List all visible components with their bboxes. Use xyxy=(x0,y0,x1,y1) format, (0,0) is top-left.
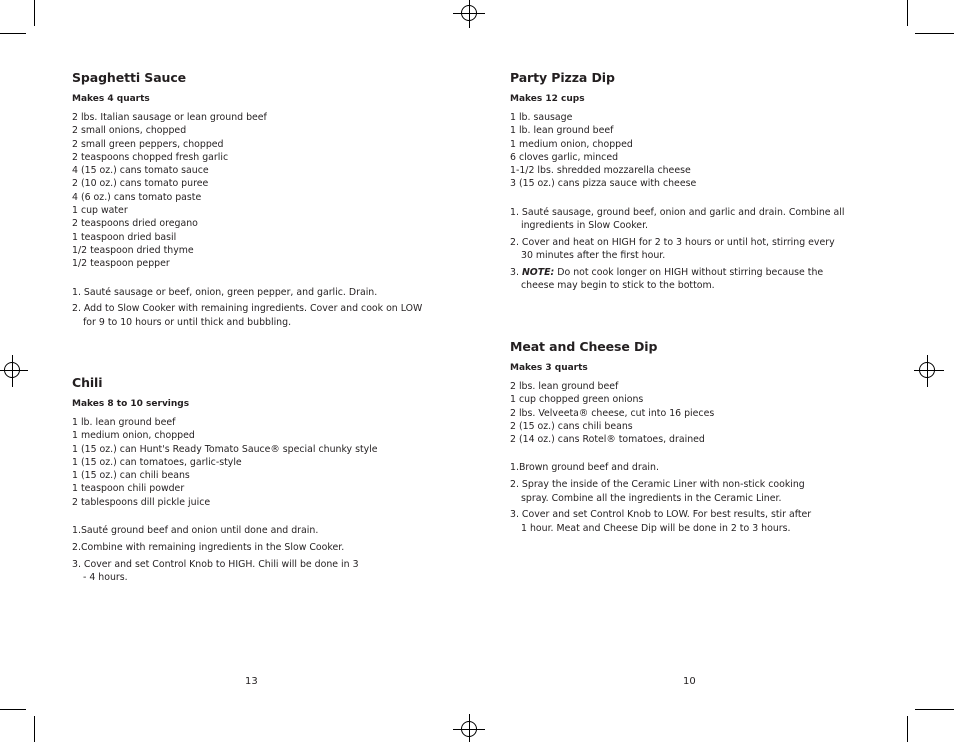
step: 2. Cover and heat on HIGH for 2 to 3 hours or until hot, stirring every 30 minutes after the first hour. xyxy=(510,236,835,262)
recipe-chili xyxy=(72,375,378,588)
recipe-yield: Makes 12 cups xyxy=(510,94,585,104)
ingredient: 2 teaspoons dried oregano xyxy=(72,218,198,230)
ingredient: 1 teaspoon chili powder xyxy=(72,483,185,495)
ingredient: 2 (15 oz.) cans chili beans xyxy=(510,420,633,432)
ingredient: 2 small green peppers, chopped xyxy=(72,138,224,150)
recipe-yield: Makes 8 to 10 servings xyxy=(72,399,190,409)
ingredient: 1 lb. sausage xyxy=(510,112,573,123)
recipe-yield: Makes 4 quarts xyxy=(72,94,150,104)
recipe-meat-and-cheese-dip xyxy=(510,339,820,538)
ingredient: 4 (6 oz.) cans tomato paste xyxy=(72,191,202,203)
step: 3. Cover and set Control Knob to LOW. For best results, stir after 1 hour. Meat and Cheese Dip will be done in 2 to 3 hours. xyxy=(510,509,812,534)
ingredient-list xyxy=(510,380,820,446)
step: 2. Add to Slow Cooker with remaining ingredients. Cover and cook on LOW for 9 to 10 hours or until thick and bubbling. xyxy=(72,303,423,328)
page-number: 13 xyxy=(245,676,258,687)
recipe-title: Spaghetti Sauce xyxy=(72,70,187,85)
recipe-title: Meat and Cheese Dip xyxy=(510,339,658,354)
step: 1. Sauté sausage, ground beef, onion and garlic and drain. Combine all ingredients in Slow Cooker. xyxy=(510,206,845,232)
ingredient-list xyxy=(72,416,378,509)
step-list xyxy=(510,206,845,293)
recipe-spaghetti-sauce xyxy=(72,70,432,332)
step: 2.Combine with remaining ingredients in the Slow Cooker. xyxy=(72,541,345,553)
note-label: NOTE: xyxy=(521,266,555,278)
ingredient: 2 teaspoons chopped fresh garlic xyxy=(72,151,229,163)
step-list xyxy=(510,461,820,534)
ingredient: 2 lbs. lean ground beef xyxy=(510,381,619,392)
ingredient: 6 cloves garlic, minced xyxy=(510,151,619,163)
ingredient: 1 (15 oz.) can tomatoes, garlic-style xyxy=(72,456,242,468)
ingredient: 1 lb. lean ground beef xyxy=(72,417,176,428)
ingredient: 1 (15 oz.) can Hunt's Ready Tomato Sauce® special chunky style xyxy=(72,443,378,455)
ingredient: 1 teaspoon dried basil xyxy=(72,231,177,243)
ingredient: 2 small onions, chopped xyxy=(72,125,187,137)
step-list xyxy=(72,524,362,584)
ingredient: 1 medium onion, chopped xyxy=(510,138,633,150)
ingredient: 1/2 teaspoon pepper xyxy=(72,258,170,270)
right-page xyxy=(477,0,954,742)
ingredient: 1 medium onion, chopped xyxy=(72,430,195,442)
ingredient: 3 (15 oz.) cans pizza sauce with cheese xyxy=(510,178,697,190)
ingredient-list xyxy=(510,111,845,191)
ingredient: 1 lb. lean ground beef xyxy=(510,125,614,137)
ingredient: 1-1/2 lbs. shredded mozzarella cheese xyxy=(510,165,691,177)
ingredient: 2 (10 oz.) cans tomato puree xyxy=(72,178,209,190)
step: 3. Cover and set Control Knob to HIGH. Chili will be done in 3 - 4 hours. xyxy=(72,558,359,583)
ingredient: 2 lbs. Italian sausage or lean ground beef xyxy=(72,112,267,123)
ingredient-list xyxy=(72,111,432,271)
ingredient: 4 (15 oz.) cans tomato sauce xyxy=(72,165,209,177)
ingredient: 1 cup chopped green onions xyxy=(510,394,644,406)
ingredient: 2 tablespoons dill pickle juice xyxy=(72,496,211,508)
step: 1.Sauté ground beef and onion until done and drain. xyxy=(72,525,319,537)
step: 1.Brown ground beef and drain. xyxy=(510,462,659,474)
step-text: Do not cook longer on HIGH without stirring because the cheese may begin to stick to the bottom. xyxy=(521,266,824,292)
recipe-title: Party Pizza Dip xyxy=(510,70,615,85)
step-number: 3. xyxy=(510,266,522,278)
step-list xyxy=(72,286,432,329)
step xyxy=(510,266,845,293)
step: 1. Sauté sausage or beef, onion, green pepper, and garlic. Drain. xyxy=(72,286,378,298)
ingredient: 2 lbs. Velveeta® cheese, cut into 16 pieces xyxy=(510,407,715,419)
ingredient: 1 cup water xyxy=(72,205,128,217)
step: 2. Spray the inside of the Ceramic Liner with non-stick cooking spray. Combine all the ingredients in the Ceramic Liner. xyxy=(510,479,805,504)
ingredient: 1 (15 oz.) can chili beans xyxy=(72,470,190,482)
page-number: 10 xyxy=(683,676,696,687)
recipe-party-pizza-dip xyxy=(510,70,845,296)
ingredient: 1/2 teaspoon dried thyme xyxy=(72,244,194,256)
recipe-yield: Makes 3 quarts xyxy=(510,363,588,373)
recipe-title: Chili xyxy=(72,375,103,390)
ingredient: 2 (14 oz.) cans Rotel® tomatoes, drained xyxy=(510,434,705,446)
